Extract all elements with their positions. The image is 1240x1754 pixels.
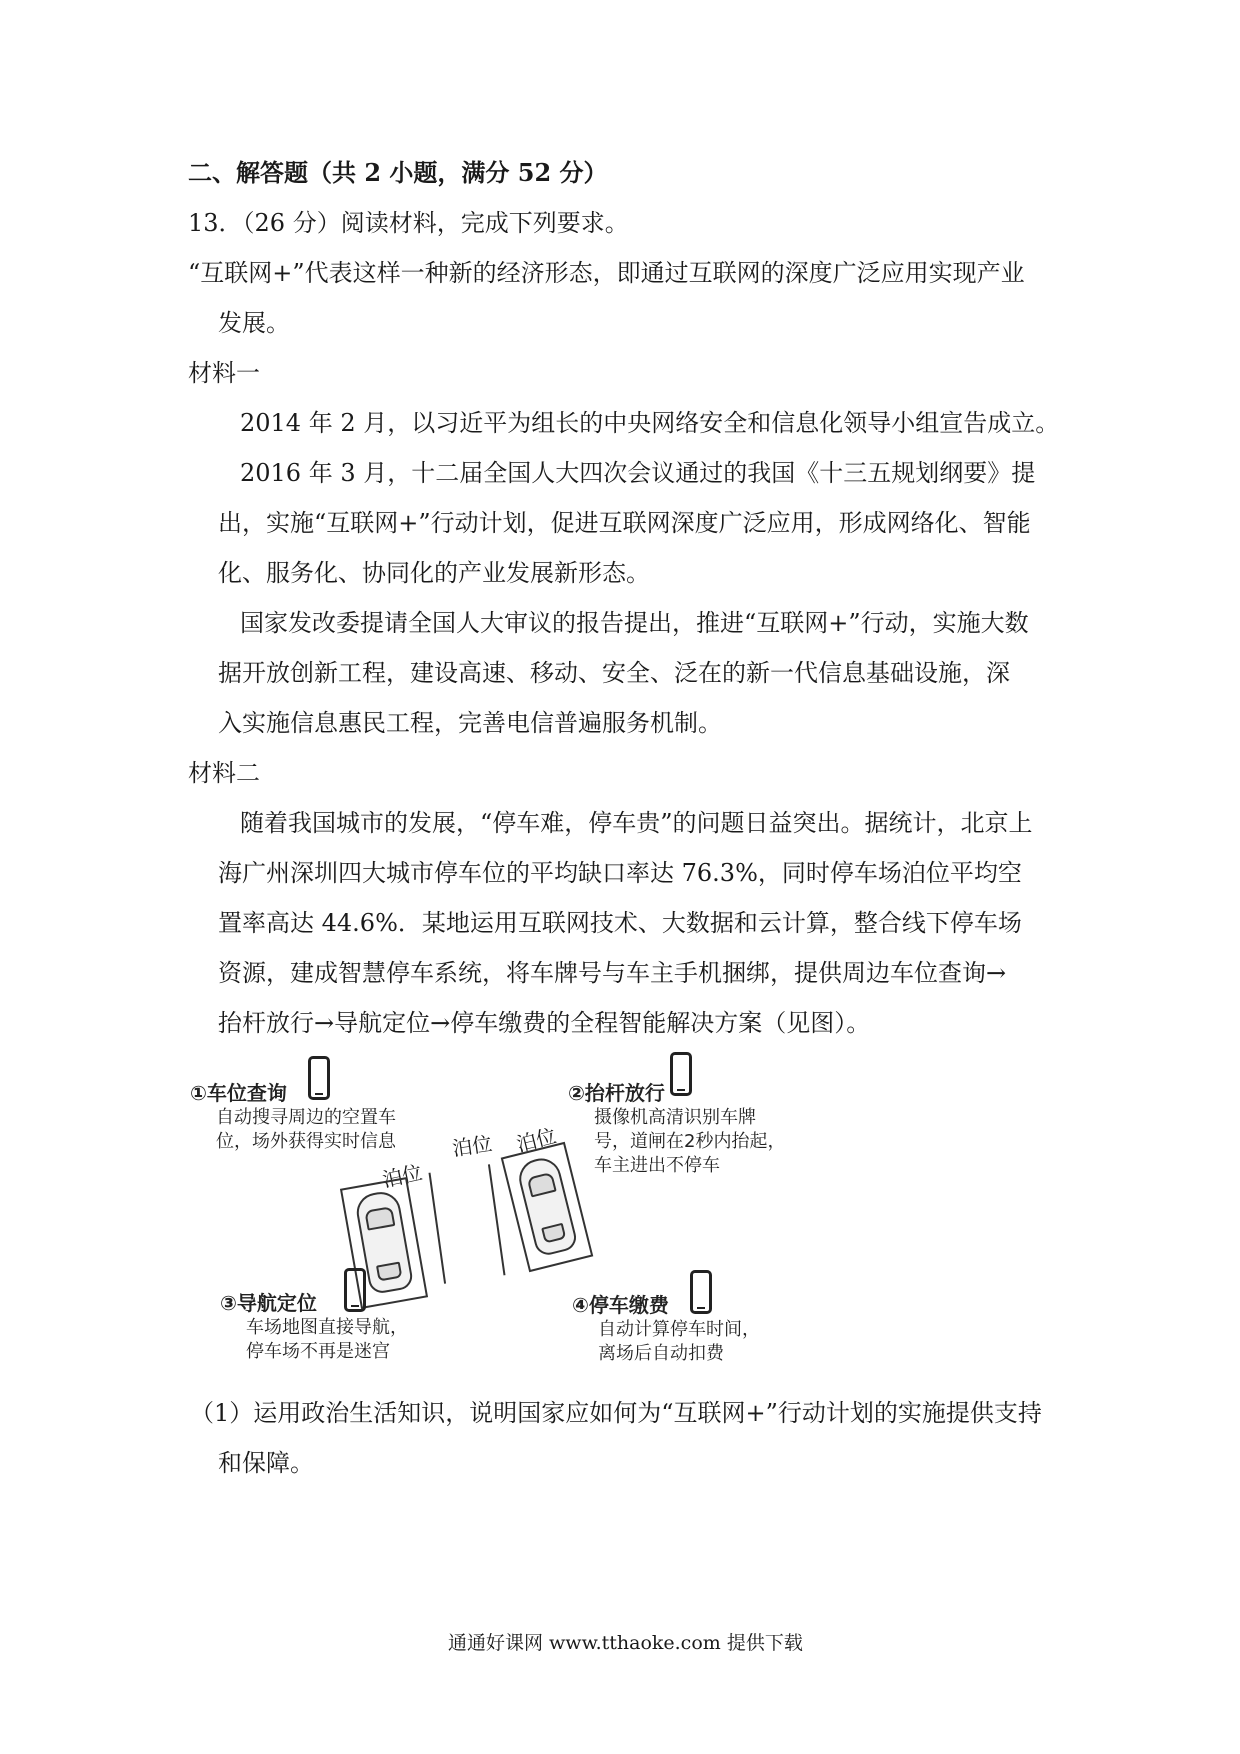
diagram-step-4: [572, 1292, 760, 1366]
parking-slot: [429, 1164, 506, 1284]
material2-line: 抬杆放行→导航定位→停车缴费的全程智能解决方案（见图）。: [218, 1009, 871, 1037]
step-text: 自动搜寻周边的空置车: [216, 1107, 396, 1128]
phone-icon: [344, 1268, 366, 1312]
step-title: ③导航定位: [220, 1291, 317, 1315]
material2-label: 材料二: [188, 759, 260, 787]
material1-line: 国家发改委提请全国人大审议的报告提出，推进“互联网+”行动，实施大数: [240, 609, 1029, 637]
slot-label: 泊位: [450, 1131, 494, 1161]
material2-line: 海广州深圳四大城市停车位的平均缺口率达 76.3%，同时停车场泊位平均空: [218, 859, 1022, 887]
phone-icon: [690, 1270, 712, 1314]
slot-label: 泊位: [380, 1160, 425, 1192]
subquestion-1-line-2: 和保障。: [218, 1449, 314, 1477]
step-text: 停车场不再是迷宫: [246, 1341, 390, 1362]
intro-line-2: 发展。: [218, 309, 290, 337]
material2-line: 资源，建成智慧停车系统，将车牌号与车主手机捆绑，提供周边车位查询→: [218, 959, 1007, 987]
step-text: 摄像机高清识别车牌: [594, 1107, 756, 1128]
material1-line: 化、服务化、协同化的产业发展新形态。: [218, 559, 650, 587]
material1-line: 据开放创新工程，建设高速、移动、安全、泛在的新一代信息基础设施，深: [218, 659, 1010, 687]
step-text: 号，道闸在2秒内抬起，: [594, 1131, 786, 1152]
material2-line: 随着我国城市的发展，“停车难，停车贵”的问题日益突出。据统计，北京上: [240, 809, 1033, 837]
step-text: 车场地图直接导航，: [246, 1317, 408, 1338]
question-header: 13．（26 分）阅读材料，完成下列要求。: [188, 209, 629, 237]
step-title: ②抬杆放行: [568, 1081, 665, 1105]
phone-icon: [308, 1056, 330, 1100]
page-footer: 通通好课网 www.tthaoke.com 提供下载: [448, 1632, 803, 1654]
step-text: 位，场外获得实时信息: [216, 1131, 396, 1152]
material1-line: 入实施信息惠民工程，完善电信普遍服务机制。: [218, 709, 722, 737]
intro-line-1: “互联网+”代表这样一种新的经济形态，即通过互联网的深度广泛应用实现产业: [188, 259, 1025, 287]
phone-icon: [670, 1052, 692, 1096]
step-text: 车主进出不停车: [594, 1155, 720, 1176]
material1-line: 出，实施“互联网+”行动计划，促进互联网深度广泛应用，形成网络化、智能: [218, 509, 1031, 537]
material1-line: 2016 年 3 月，十二届全国人大四次会议通过的我国《十三五规划纲要》提: [240, 459, 1036, 487]
diagram-step-1: [190, 1080, 396, 1154]
material1-label: 材料一: [188, 359, 260, 387]
subquestion-1-line-1: （1）运用政治生活知识，说明国家应如何为“互联网+”行动计划的实施提供支持: [190, 1399, 1042, 1427]
step-title: ④停车缴费: [572, 1293, 669, 1317]
slot-label: 泊位: [514, 1123, 559, 1157]
section-title: 二、解答题（共 2 小题，满分 52 分）: [188, 158, 608, 187]
diagram-step-3: [220, 1290, 408, 1364]
smart-parking-diagram: [190, 1030, 870, 1364]
step-text: 离场后自动扣费: [598, 1343, 724, 1364]
step-text: 自动计算停车时间，: [598, 1319, 760, 1340]
material2-line: 置率高达 44.6%．某地运用互联网技术、大数据和云计算，整合线下停车场: [218, 909, 1022, 937]
material1-line: 2014 年 2 月，以习近平为组长的中央网络安全和信息化领导小组宣告成立。: [240, 409, 1060, 437]
step-title: ①车位查询: [190, 1081, 287, 1105]
